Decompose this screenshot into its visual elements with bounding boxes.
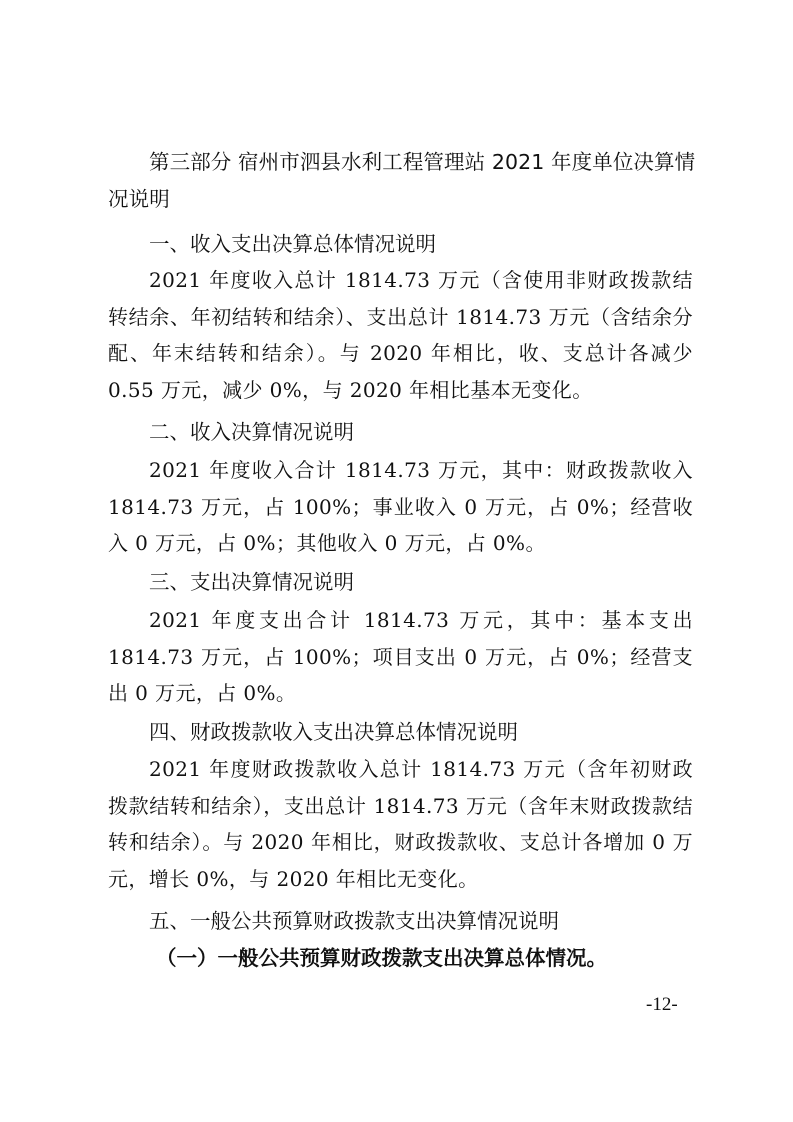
section-body-1: 2021 年度收入总计 1814.73 万元（含使用非财政拨款结转结余、年初结转和结余）、支出总计 1814.73 万元（含结余分配、年末结转和结余）。与 2020 年相比，收、支总计各减少 0.55 万元，减少 0%，与 2020 年相比基本无变化。 <box>108 268 693 402</box>
section-heading-3: 三、支出决算情况说明 <box>149 570 354 594</box>
section-body-2: 2021 年度收入合计 1814.73 万元，其中：财政拨款收入 1814.73 万元，占 100%；事业收入 0 万元，占 0%；经营收入 0 万元，占 0%；其他收入 0 万元，占 0%。 <box>108 458 693 555</box>
section-heading-1: 一、收入支出决算总体情况说明 <box>149 232 436 256</box>
section-heading-4: 四、财政拨款收入支出决算总体情况说明 <box>149 720 518 744</box>
subsection-heading: （一）一般公共预算财政拨款支出决算总体情况。 <box>156 946 607 970</box>
page-title: 第三部分 宿州市泗县水利工程管理站 2021 年度单位决算情况说明 <box>108 150 696 211</box>
section-heading-2: 二、收入决算情况说明 <box>149 420 354 444</box>
section-body-4: 2021 年度财政拨款收入总计 1814.73 万元（含年初财政拨款结转和结余），支出总计 1814.73 万元（含年末财政拨款结转和结余）。与 2020 年相比，财政拨款收、支总计各增加 0 万元，增长 0%，与 2020 年相比无变化。 <box>108 757 693 891</box>
section-heading-5: 五、一般公共预算财政拨款支出决算情况说明 <box>149 909 559 933</box>
section-body-3: 2021 年度支出合计 1814.73 万元，其中：基本支出 1814.73 万元，占 100%；项目支出 0 万元，占 0%；经营支出 0 万元，占 0%。 <box>108 608 693 705</box>
page-number: -12- <box>646 994 678 1015</box>
